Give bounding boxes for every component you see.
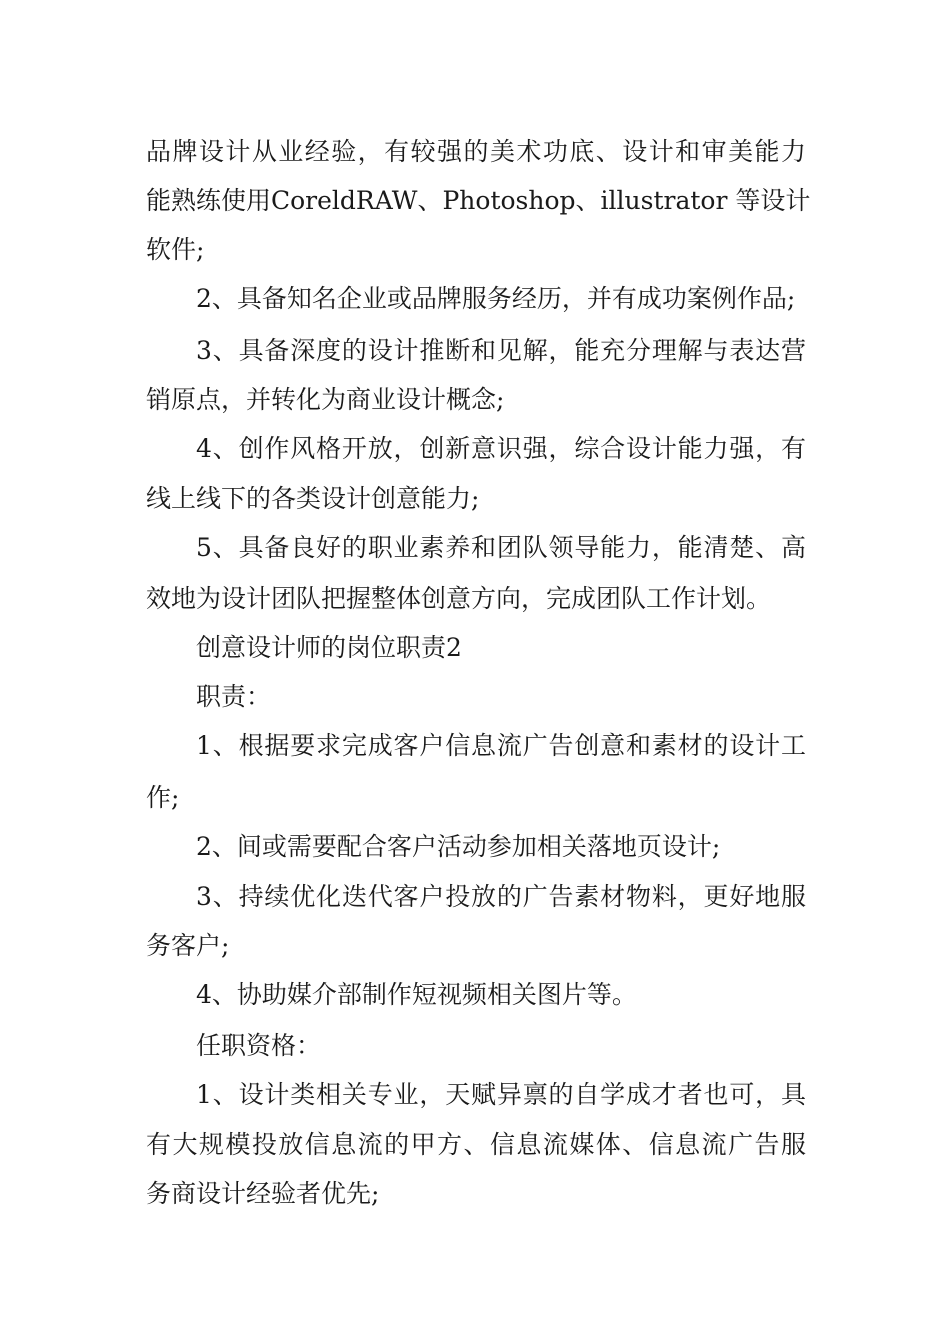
text-line: 效地为设计团队把握整体创意方向，完成团队工作计划。	[146, 584, 772, 613]
list-item-1: 1、设计类相关专业，天赋异禀的自学成才者也可，具	[196, 1080, 806, 1109]
subheading-duties: 职责：	[196, 682, 272, 711]
text-line: 品牌设计从业经验，有较强的美术功底、设计和审美能力	[146, 137, 806, 166]
list-item-5: 5、具备良好的职业素养和团队领导能力，能清楚、高	[196, 533, 806, 562]
list-item-3: 3、具备深度的设计推断和见解，能充分理解与表达营	[196, 336, 806, 365]
text-line: 销原点，并转化为商业设计概念;	[146, 385, 505, 414]
section-heading: 创意设计师的岗位职责2	[196, 633, 462, 662]
text-line: 务客户;	[146, 931, 230, 960]
text-line: 务商设计经验者优先;	[146, 1179, 380, 1208]
list-item-4: 4、协助媒介部制作短视频相关图片等。	[196, 980, 637, 1009]
list-item-1: 1、根据要求完成客户信息流广告创意和素材的设计工	[196, 731, 806, 760]
subheading-qualifications: 任职资格：	[196, 1031, 322, 1060]
text-line: 能熟练使用CoreldRAW、Photoshop、illustrator 等设计	[146, 186, 811, 215]
list-item-2: 2、具备知名企业或品牌服务经历，并有成功案例作品;	[196, 284, 796, 313]
list-item-4: 4、创作风格开放，创新意识强，综合设计能力强，有	[196, 434, 806, 463]
list-item-3: 3、持续优化迭代客户投放的广告素材物料，更好地服	[196, 882, 806, 911]
text-line: 线上线下的各类设计创意能力;	[146, 484, 480, 513]
text-line: 软件;	[146, 235, 205, 264]
list-item-2: 2、间或需要配合客户活动参加相关落地页设计;	[196, 832, 721, 861]
text-line: 作;	[146, 783, 180, 812]
text-line: 有大规模投放信息流的甲方、信息流媒体、信息流广告服	[146, 1130, 806, 1159]
